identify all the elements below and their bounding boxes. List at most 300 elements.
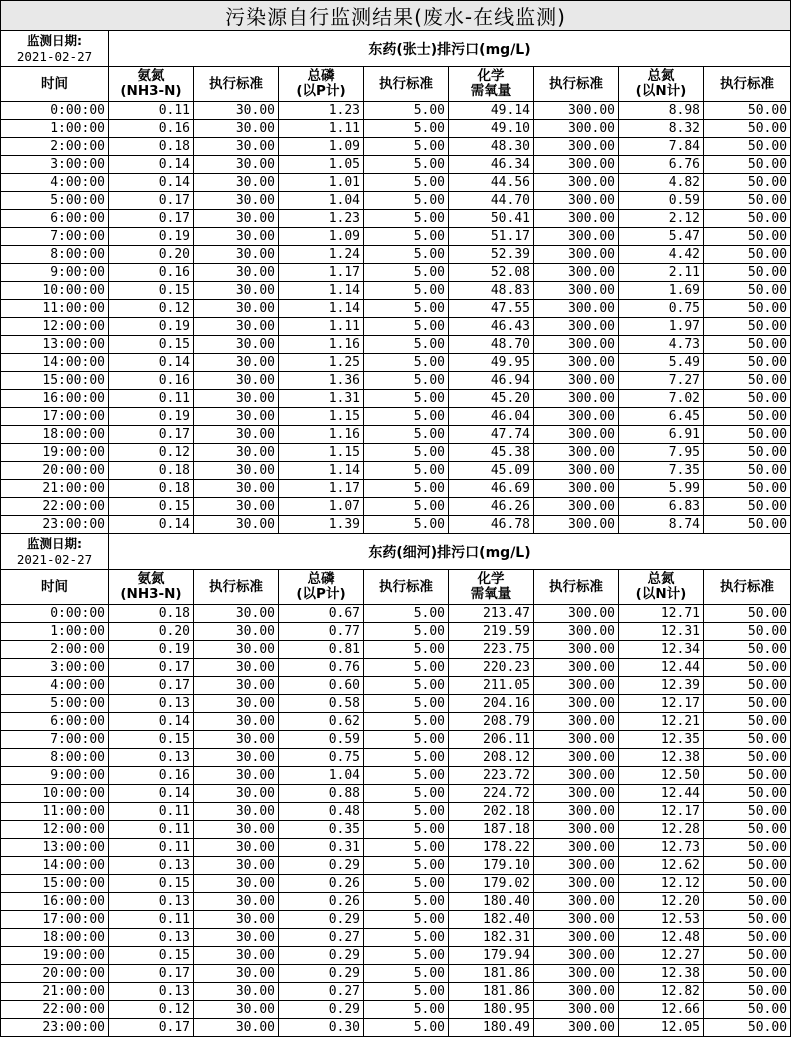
cell-nitrogen-standard: 50.00 (704, 174, 791, 192)
cell-ammonia: 0.13 (109, 983, 194, 1001)
cell-time: 21:00:00 (1, 480, 109, 498)
cell-nitrogen-standard: 50.00 (704, 156, 791, 174)
cell-cod: 45.09 (449, 462, 534, 480)
cell-ammonia-standard: 30.00 (194, 462, 279, 480)
cell-time: 18:00:00 (1, 426, 109, 444)
cell-nitrogen: 12.39 (619, 677, 704, 695)
cell-time: 19:00:00 (1, 947, 109, 965)
cell-phosphorus: 0.88 (279, 785, 364, 803)
cell-nitrogen: 12.44 (619, 785, 704, 803)
cell-phosphorus: 0.67 (279, 605, 364, 623)
cell-phosphorus: 0.76 (279, 659, 364, 677)
cell-time: 3:00:00 (1, 659, 109, 677)
cell-nitrogen: 12.20 (619, 893, 704, 911)
cell-ammonia-standard: 30.00 (194, 156, 279, 174)
cell-cod: 178.22 (449, 839, 534, 857)
cell-phosphorus: 0.30 (279, 1019, 364, 1037)
cell-nitrogen-standard: 50.00 (704, 749, 791, 767)
table-row (1, 174, 791, 192)
header-cod-line2: 需氧量 (470, 586, 512, 602)
cell-ammonia-standard: 30.00 (194, 785, 279, 803)
cell-ammonia-standard: 30.00 (194, 192, 279, 210)
cell-nitrogen: 8.98 (619, 102, 704, 120)
cell-phosphorus: 0.27 (279, 929, 364, 947)
cell-cod-standard: 300.00 (534, 462, 619, 480)
cell-time: 12:00:00 (1, 821, 109, 839)
header-phosphorus-line1: 总磷 (307, 68, 335, 84)
cell-phosphorus-standard: 5.00 (364, 354, 449, 372)
header-ammonia-standard (194, 570, 279, 605)
cell-phosphorus-standard: 5.00 (364, 390, 449, 408)
header-cod-line1: 化学 (477, 68, 505, 84)
header-phosphorus-line2: (以P计) (296, 586, 346, 602)
cell-phosphorus-standard: 5.00 (364, 120, 449, 138)
cell-nitrogen: 12.38 (619, 749, 704, 767)
cell-ammonia: 0.11 (109, 839, 194, 857)
cell-time: 4:00:00 (1, 677, 109, 695)
cell-phosphorus: 1.09 (279, 138, 364, 156)
cell-cod: 45.38 (449, 444, 534, 462)
header-ammonia-standard-line1: 执行标准 (209, 578, 263, 595)
cell-nitrogen-standard: 50.00 (704, 426, 791, 444)
header-phosphorus-standard-line1: 执行标准 (379, 578, 433, 595)
cell-nitrogen: 4.42 (619, 246, 704, 264)
cell-nitrogen-standard: 50.00 (704, 318, 791, 336)
cell-phosphorus-standard: 5.00 (364, 767, 449, 785)
cell-time: 20:00:00 (1, 965, 109, 983)
header-ammonia-standard (194, 67, 279, 102)
table-row (1, 462, 791, 480)
table-row (1, 983, 791, 1001)
cell-time: 5:00:00 (1, 192, 109, 210)
cell-ammonia-standard: 30.00 (194, 264, 279, 282)
cell-cod-standard: 300.00 (534, 300, 619, 318)
cell-nitrogen-standard: 50.00 (704, 210, 791, 228)
cell-ammonia-standard: 30.00 (194, 767, 279, 785)
header-cod-standard-line1: 执行标准 (549, 578, 603, 595)
cell-ammonia-standard: 30.00 (194, 983, 279, 1001)
header-ammonia-standard-line1: 执行标准 (209, 75, 263, 92)
cell-nitrogen-standard: 50.00 (704, 354, 791, 372)
cell-ammonia: 0.18 (109, 138, 194, 156)
cell-nitrogen-standard: 50.00 (704, 983, 791, 1001)
cell-nitrogen-standard: 50.00 (704, 480, 791, 498)
cell-nitrogen: 7.95 (619, 444, 704, 462)
cell-ammonia-standard: 30.00 (194, 641, 279, 659)
cell-time: 7:00:00 (1, 228, 109, 246)
monitoring-date-cell (1, 534, 109, 570)
table-row (1, 1019, 791, 1037)
cell-phosphorus-standard: 5.00 (364, 318, 449, 336)
header-phosphorus-standard (364, 570, 449, 605)
cell-cod: 46.69 (449, 480, 534, 498)
cell-ammonia: 0.15 (109, 875, 194, 893)
cell-cod: 206.11 (449, 731, 534, 749)
cell-time: 17:00:00 (1, 408, 109, 426)
cell-ammonia: 0.11 (109, 390, 194, 408)
cell-ammonia-standard: 30.00 (194, 713, 279, 731)
table-row (1, 336, 791, 354)
cell-nitrogen-standard: 50.00 (704, 821, 791, 839)
cell-ammonia-standard: 30.00 (194, 857, 279, 875)
table-row (1, 156, 791, 174)
cell-phosphorus: 1.09 (279, 228, 364, 246)
cell-time: 22:00:00 (1, 1001, 109, 1019)
cell-cod-standard: 300.00 (534, 965, 619, 983)
cell-phosphorus: 0.62 (279, 713, 364, 731)
cell-phosphorus-standard: 5.00 (364, 623, 449, 641)
header-ammonia-line1: 氨氮 (137, 68, 165, 84)
column-header-row (1, 570, 791, 605)
cell-nitrogen: 1.69 (619, 282, 704, 300)
table-row (1, 426, 791, 444)
cell-phosphorus-standard: 5.00 (364, 336, 449, 354)
cell-ammonia: 0.16 (109, 372, 194, 390)
cell-nitrogen-standard: 50.00 (704, 138, 791, 156)
cell-phosphorus: 1.11 (279, 318, 364, 336)
cell-nitrogen-standard: 50.00 (704, 659, 791, 677)
cell-time: 1:00:00 (1, 623, 109, 641)
cell-phosphorus: 0.26 (279, 893, 364, 911)
header-time-line1: 时间 (41, 75, 68, 92)
cell-ammonia-standard: 30.00 (194, 605, 279, 623)
cell-cod: 180.49 (449, 1019, 534, 1037)
cell-phosphorus-standard: 5.00 (364, 677, 449, 695)
cell-cod: 52.08 (449, 264, 534, 282)
table-row (1, 695, 791, 713)
cell-cod-standard: 300.00 (534, 408, 619, 426)
cell-time: 16:00:00 (1, 893, 109, 911)
cell-ammonia-standard: 30.00 (194, 516, 279, 534)
cell-ammonia: 0.13 (109, 857, 194, 875)
cell-ammonia-standard: 30.00 (194, 480, 279, 498)
header-nitrogen-line2: (以N计) (635, 83, 687, 99)
cell-phosphorus: 0.29 (279, 911, 364, 929)
cell-cod-standard: 300.00 (534, 426, 619, 444)
cell-nitrogen: 12.05 (619, 1019, 704, 1037)
cell-ammonia-standard: 30.00 (194, 282, 279, 300)
cell-nitrogen-standard: 50.00 (704, 767, 791, 785)
cell-ammonia-standard: 30.00 (194, 336, 279, 354)
cell-phosphorus-standard: 5.00 (364, 498, 449, 516)
cell-nitrogen: 5.49 (619, 354, 704, 372)
cell-ammonia: 0.12 (109, 1001, 194, 1019)
cell-ammonia-standard: 30.00 (194, 246, 279, 264)
cell-phosphorus: 0.81 (279, 641, 364, 659)
cell-nitrogen-standard: 50.00 (704, 875, 791, 893)
cell-ammonia: 0.17 (109, 426, 194, 444)
section-info-row (1, 534, 791, 570)
cell-nitrogen: 12.44 (619, 659, 704, 677)
cell-ammonia: 0.17 (109, 965, 194, 983)
cell-ammonia-standard: 30.00 (194, 408, 279, 426)
cell-cod-standard: 300.00 (534, 911, 619, 929)
cell-ammonia: 0.14 (109, 785, 194, 803)
cell-nitrogen-standard: 50.00 (704, 1019, 791, 1037)
cell-phosphorus: 1.17 (279, 480, 364, 498)
cell-cod-standard: 300.00 (534, 767, 619, 785)
table-row (1, 893, 791, 911)
cell-nitrogen: 12.48 (619, 929, 704, 947)
table-row (1, 300, 791, 318)
table-row (1, 659, 791, 677)
cell-cod: 204.16 (449, 695, 534, 713)
cell-time: 11:00:00 (1, 803, 109, 821)
cell-nitrogen: 12.35 (619, 731, 704, 749)
cell-cod-standard: 300.00 (534, 821, 619, 839)
table-row (1, 120, 791, 138)
cell-phosphorus-standard: 5.00 (364, 749, 449, 767)
cell-nitrogen: 6.91 (619, 426, 704, 444)
cell-ammonia: 0.11 (109, 911, 194, 929)
cell-ammonia: 0.17 (109, 659, 194, 677)
cell-phosphorus-standard: 5.00 (364, 695, 449, 713)
outlet-name: 东药(细河)排污口(mg/L) (109, 534, 791, 570)
cell-cod-standard: 300.00 (534, 246, 619, 264)
cell-time: 9:00:00 (1, 264, 109, 282)
cell-ammonia: 0.15 (109, 947, 194, 965)
cell-phosphorus-standard: 5.00 (364, 282, 449, 300)
cell-ammonia-standard: 30.00 (194, 965, 279, 983)
cell-ammonia: 0.19 (109, 228, 194, 246)
cell-ammonia-standard: 30.00 (194, 893, 279, 911)
cell-time: 5:00:00 (1, 695, 109, 713)
table-row (1, 516, 791, 534)
cell-cod-standard: 300.00 (534, 695, 619, 713)
cell-ammonia: 0.17 (109, 1019, 194, 1037)
cell-phosphorus: 1.15 (279, 408, 364, 426)
cell-phosphorus: 1.25 (279, 354, 364, 372)
cell-cod-standard: 300.00 (534, 264, 619, 282)
cell-ammonia-standard: 30.00 (194, 677, 279, 695)
cell-ammonia: 0.20 (109, 623, 194, 641)
cell-ammonia: 0.11 (109, 821, 194, 839)
cell-cod: 49.95 (449, 354, 534, 372)
cell-cod-standard: 300.00 (534, 156, 619, 174)
cell-cod: 48.83 (449, 282, 534, 300)
cell-phosphorus-standard: 5.00 (364, 1001, 449, 1019)
header-nitrogen-standard-line1: 执行标准 (720, 578, 775, 595)
cell-phosphorus-standard: 5.00 (364, 965, 449, 983)
cell-nitrogen-standard: 50.00 (704, 713, 791, 731)
cell-cod-standard: 300.00 (534, 677, 619, 695)
cell-nitrogen-standard: 50.00 (704, 336, 791, 354)
cell-ammonia-standard: 30.00 (194, 1001, 279, 1019)
cell-phosphorus-standard: 5.00 (364, 174, 449, 192)
cell-cod: 45.20 (449, 390, 534, 408)
cell-nitrogen: 6.83 (619, 498, 704, 516)
table-row (1, 911, 791, 929)
cell-nitrogen: 7.02 (619, 390, 704, 408)
cell-time: 4:00:00 (1, 174, 109, 192)
cell-nitrogen-standard: 50.00 (704, 192, 791, 210)
cell-nitrogen: 12.34 (619, 641, 704, 659)
cell-ammonia: 0.17 (109, 210, 194, 228)
header-cod-line2: 需氧量 (470, 83, 512, 99)
cell-ammonia: 0.13 (109, 893, 194, 911)
header-nitrogen-standard (704, 570, 791, 605)
table-row (1, 641, 791, 659)
cell-cod: 46.04 (449, 408, 534, 426)
cell-phosphorus: 0.29 (279, 947, 364, 965)
cell-ammonia: 0.16 (109, 120, 194, 138)
cell-nitrogen: 1.97 (619, 318, 704, 336)
cell-phosphorus-standard: 5.00 (364, 983, 449, 1001)
cell-ammonia: 0.16 (109, 767, 194, 785)
cell-phosphorus-standard: 5.00 (364, 785, 449, 803)
cell-nitrogen: 12.17 (619, 803, 704, 821)
table-row (1, 875, 791, 893)
cell-phosphorus: 1.05 (279, 156, 364, 174)
cell-nitrogen-standard: 50.00 (704, 929, 791, 947)
cell-nitrogen-standard: 50.00 (704, 102, 791, 120)
cell-phosphorus-standard: 5.00 (364, 480, 449, 498)
table-row (1, 372, 791, 390)
cell-nitrogen-standard: 50.00 (704, 857, 791, 875)
cell-cod-standard: 300.00 (534, 1019, 619, 1037)
cell-nitrogen: 5.47 (619, 228, 704, 246)
cell-nitrogen-standard: 50.00 (704, 444, 791, 462)
cell-cod-standard: 300.00 (534, 785, 619, 803)
cell-nitrogen: 12.71 (619, 605, 704, 623)
cell-nitrogen: 0.59 (619, 192, 704, 210)
cell-ammonia: 0.18 (109, 480, 194, 498)
cell-ammonia-standard: 30.00 (194, 300, 279, 318)
cell-cod: 202.18 (449, 803, 534, 821)
table-row (1, 623, 791, 641)
cell-phosphorus-standard: 5.00 (364, 138, 449, 156)
cell-nitrogen-standard: 50.00 (704, 390, 791, 408)
cell-cod-standard: 300.00 (534, 875, 619, 893)
cell-phosphorus: 0.29 (279, 1001, 364, 1019)
header-phosphorus-standard (364, 67, 449, 102)
cell-ammonia-standard: 30.00 (194, 821, 279, 839)
cell-nitrogen-standard: 50.00 (704, 228, 791, 246)
cell-nitrogen: 7.27 (619, 372, 704, 390)
cell-phosphorus-standard: 5.00 (364, 408, 449, 426)
cell-time: 7:00:00 (1, 731, 109, 749)
cell-time: 12:00:00 (1, 318, 109, 336)
table-row (1, 210, 791, 228)
cell-cod-standard: 300.00 (534, 516, 619, 534)
header-ammonia-line2: (NH3-N) (120, 83, 182, 99)
cell-cod: 46.78 (449, 516, 534, 534)
cell-ammonia: 0.14 (109, 354, 194, 372)
cell-nitrogen: 6.45 (619, 408, 704, 426)
cell-time: 10:00:00 (1, 785, 109, 803)
cell-time: 15:00:00 (1, 875, 109, 893)
cell-time: 13:00:00 (1, 336, 109, 354)
cell-cod-standard: 300.00 (534, 803, 619, 821)
cell-phosphorus: 0.27 (279, 983, 364, 1001)
table-row (1, 102, 791, 120)
cell-phosphorus-standard: 5.00 (364, 264, 449, 282)
cell-cod-standard: 300.00 (534, 372, 619, 390)
table-row (1, 821, 791, 839)
cell-phosphorus: 0.60 (279, 677, 364, 695)
cell-nitrogen: 2.11 (619, 264, 704, 282)
table-row (1, 749, 791, 767)
cell-cod: 179.94 (449, 947, 534, 965)
cell-ammonia-standard: 30.00 (194, 372, 279, 390)
cell-nitrogen: 12.50 (619, 767, 704, 785)
cell-nitrogen: 12.27 (619, 947, 704, 965)
cell-nitrogen-standard: 50.00 (704, 264, 791, 282)
cell-phosphorus: 0.77 (279, 623, 364, 641)
cell-phosphorus-standard: 5.00 (364, 713, 449, 731)
cell-cod: 49.14 (449, 102, 534, 120)
cell-cod-standard: 300.00 (534, 390, 619, 408)
column-header-row (1, 67, 791, 102)
cell-cod: 44.70 (449, 192, 534, 210)
cell-time: 13:00:00 (1, 839, 109, 857)
cell-phosphorus-standard: 5.00 (364, 300, 449, 318)
cell-ammonia: 0.15 (109, 731, 194, 749)
cell-ammonia-standard: 30.00 (194, 695, 279, 713)
cell-nitrogen: 12.28 (619, 821, 704, 839)
header-ammonia-line1: 氨氮 (137, 571, 165, 587)
cell-phosphorus: 1.31 (279, 390, 364, 408)
header-phosphorus (279, 570, 364, 605)
cell-ammonia: 0.14 (109, 174, 194, 192)
monitoring-date-cell (1, 31, 109, 67)
cell-cod: 220.23 (449, 659, 534, 677)
table-row (1, 138, 791, 156)
cell-ammonia: 0.13 (109, 929, 194, 947)
cell-time: 14:00:00 (1, 354, 109, 372)
cell-ammonia-standard: 30.00 (194, 749, 279, 767)
cell-nitrogen-standard: 50.00 (704, 641, 791, 659)
cell-phosphorus: 1.14 (279, 462, 364, 480)
cell-nitrogen: 12.31 (619, 623, 704, 641)
cell-phosphorus-standard: 5.00 (364, 372, 449, 390)
cell-phosphorus: 1.07 (279, 498, 364, 516)
header-phosphorus-standard-line1: 执行标准 (379, 75, 433, 92)
cell-time: 23:00:00 (1, 1019, 109, 1037)
monitoring-date-value: 2021-02-27 (16, 551, 93, 567)
header-ammonia (109, 570, 194, 605)
cell-phosphorus-standard: 5.00 (364, 516, 449, 534)
table-row (1, 803, 791, 821)
table-row (1, 713, 791, 731)
cell-phosphorus-standard: 5.00 (364, 929, 449, 947)
cell-cod: 47.74 (449, 426, 534, 444)
header-phosphorus (279, 67, 364, 102)
cell-phosphorus-standard: 5.00 (364, 210, 449, 228)
cell-ammonia-standard: 30.00 (194, 929, 279, 947)
cell-ammonia-standard: 30.00 (194, 426, 279, 444)
cell-cod-standard: 300.00 (534, 228, 619, 246)
cell-phosphorus: 0.75 (279, 749, 364, 767)
cell-ammonia: 0.14 (109, 156, 194, 174)
header-ammonia-line2: (NH3-N) (120, 586, 182, 602)
header-cod-standard-line1: 执行标准 (549, 75, 603, 92)
cell-ammonia-standard: 30.00 (194, 623, 279, 641)
header-nitrogen-line1: 总氮 (647, 68, 675, 84)
cell-nitrogen: 0.75 (619, 300, 704, 318)
cell-phosphorus-standard: 5.00 (364, 947, 449, 965)
cell-phosphorus-standard: 5.00 (364, 911, 449, 929)
cell-cod-standard: 300.00 (534, 336, 619, 354)
cell-ammonia-standard: 30.00 (194, 875, 279, 893)
table-row (1, 731, 791, 749)
cell-nitrogen-standard: 50.00 (704, 120, 791, 138)
cell-nitrogen: 4.73 (619, 336, 704, 354)
cell-time: 18:00:00 (1, 929, 109, 947)
cell-nitrogen: 6.76 (619, 156, 704, 174)
cell-ammonia: 0.18 (109, 605, 194, 623)
cell-phosphorus: 1.17 (279, 264, 364, 282)
